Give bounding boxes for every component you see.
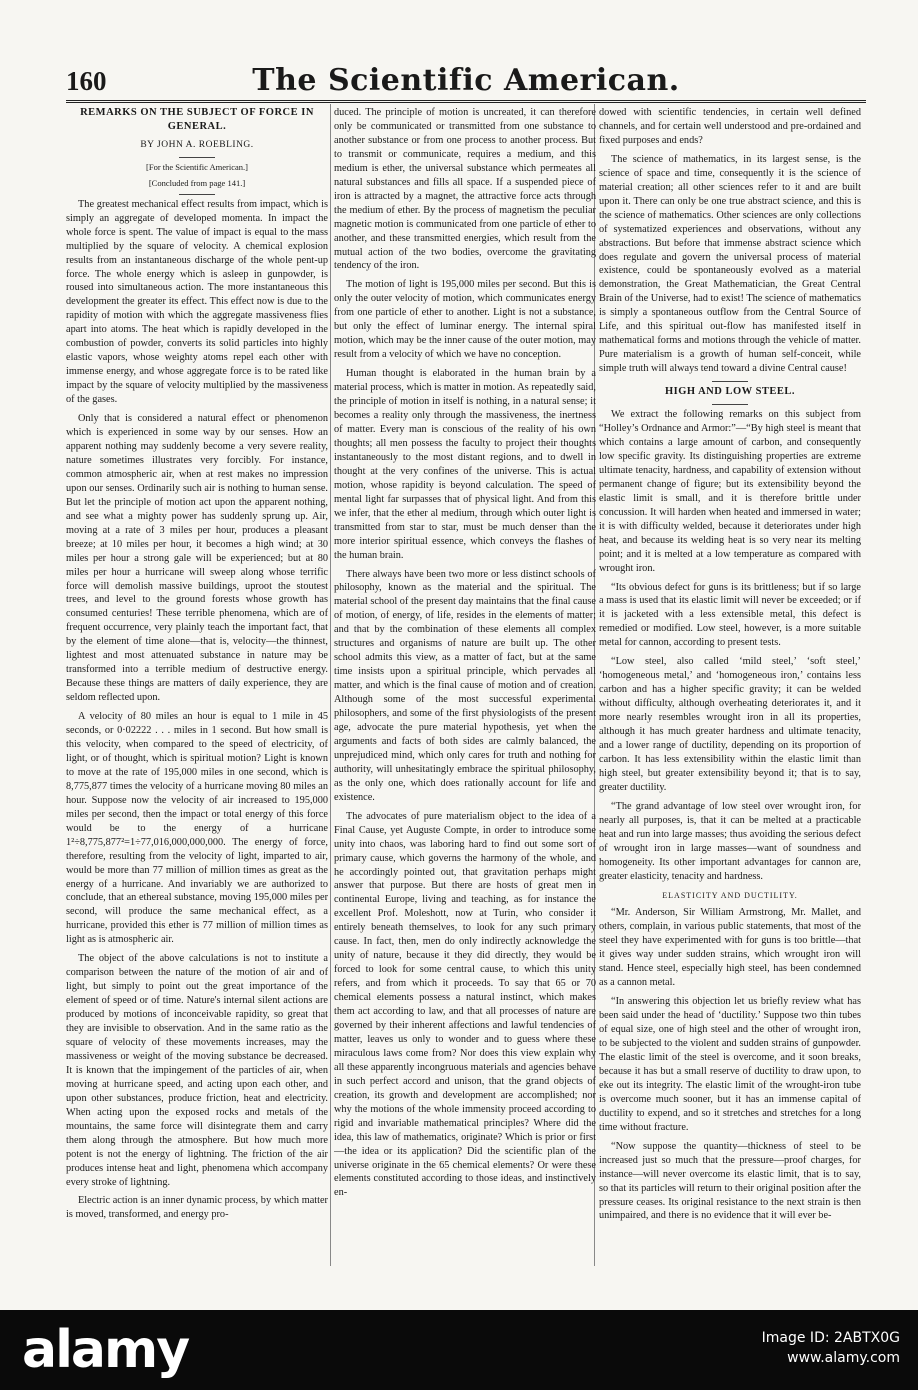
paragraph: Electric action is an inner dynamic process, by which matter is moved, transformed, and energy pro- (66, 1195, 328, 1221)
paragraph: “In answering this objection let us briefly review what has been said under the head of ‘ductility.’ Suppose two thin tubes of equal size, one of high steel and the other of wrought iron, to be subjected to the violent and sudden strains of gunpowder. The elastic limit of the steel is overcome, and it soon breaks, because it has but a small reserve of ductility to draw upon, to eke out its integrity. The elastic limit of the wrought-iron tube is overcome much sooner, but it has an immense capital of ductility to expend, and so it stretches and stretches for a long time without fracture. (599, 996, 861, 1133)
article-note: [Concluded from page 141.] (148, 177, 246, 188)
masthead (66, 64, 866, 98)
paragraph: “Its obvious defect for guns is its brittleness; but if so large a mass is used that its elastic limit will never be exceeded; or if it is jacketed with a less extensible metal, this defect is remedied or modified. Low steel, however, is a more suitable metal for cannon, according to present tests. (599, 581, 861, 649)
column-1 (66, 106, 328, 1266)
paragraph: Human thought is elaborated in the human brain by a material process, which is matter in motion. As repeatedly said, the principle of motion in itself is nothing, in a natural sense; it becomes a reality only through the massiveness, the inertness of matter. Every man is conscious of the reality of his own thoughts; all men possess the faculty to project their thoughts instantaneously to the most distant regions, and to dwell in thought at the very confines of the universe. This is actual motion, whose rapidity is beyond calculation. The speed of mental light far surpasses that of physical light. And from this we infer, that the ether al medium, through which outer light is transmitted from star to star, must be much denser than the more interior spiritual essence, which conveys the flashes of the human brain. (334, 368, 596, 561)
paragraph: A velocity of 80 miles an hour is equal to 1 mile in 45 seconds, or 0·02222 . . . miles in 1 second. But how small is this velocity, when compared to the speed of electricity, of light, or of thought, which is spiritual motion? Light is known to move at the rate of 195,000 miles in one second, which is 8,775,877 times the velocity of a hurricane moving 80 miles an hour. Suppose now the velocity of air increased to 195,000 miles per second, then the impact or total energy of this force would be to the energy of a hurricane 1²÷8,775,877²=1÷77,016,000,000,000. The energy of force, therefore, resulting from the velocity of light, imparted to air, would be more than 77 million of million times as great as the energy of a hurricane. And invariably we are authorized to conclude, that an ethereal substance, moving 195,000 miles per second, will produce the same mechanical effect, as a hurricane, provided this ether is 77 million of million times as light as is atmospheric air. (66, 711, 328, 946)
image-id-text: Image ID: 2ABTX0G (761, 1330, 900, 1346)
paragraph: “Mr. Anderson, Sir William Armstrong, Mr. Mallet, and others, complain, in various public statements, that most of the steel they have experimented with for guns is too brittle—that it gives way under sudden strains, which wrought iron will stand. Hence steel, especially high steel, has been condemned as a cannon metal. (599, 907, 861, 989)
short-rule (712, 404, 748, 405)
column-2 (334, 106, 596, 1266)
short-rule (712, 381, 748, 382)
paragraph: “Now suppose the quantity—thickness of steel to be increased just so much that the pressure—proof charges, for instance—will never overcome its elastic limit, that is to say, so that its particles will return to their original position after the pressure ceases. Its original resistance to the next strain is then unimpaired, and there is no evidence that it will ever be- (599, 1140, 861, 1222)
paragraph: The science of mathematics, in its largest sense, is the science of space and time, consequently it is the science of material creation; all other sciences refer to it and are built upon it. There can only be one true abstract science, and this is the science of mathematics. Other sciences are only collections of systematized experiences and observations, without any abstractions. But before that immense abstract science which does regulate and govern the universal process of material existence, could be spontaneously evolved as a material demonstration, the Great Mathematician, the Great Central Brain of the Universe, had to exist! The science of mathematics is simply a spontaneous outflow from the Central Source of Life, and this spiritual out-flow has manifested itself in mathematical forms and motions through the vehicle of matter. Pure materialism is a growth of human self-conceit, while simple truth will always tend toward a divine Central cause! (599, 153, 861, 375)
paragraph: The advocates of pure materialism object to the idea of a Final Cause, yet Auguste Compte, in order to introduce some unity into chaos, was laboring hard to find out some sort of primary cause, which governs the harmony of the whole, and he accordingly pointed out, that gravitation perhaps might answer that purpose. But there are hosts of great men in continental Europe, living and teaching, as for instance the excellent Prof. Moleshott, now at Turin, who consider it entirely beneath themselves, to look for any such primary cause. In fact, then, men do only indirectly acknowledge the unity of nature, because it they did directly, they would be forced to look for some central cause, to which this unity refers, and from which it proceeds. To say that 65 or 70 chemical elements possess a natural instinct, which makes them act according to law, and that all processes of nature are governed by their inherent affections and lawful tendencies of matter, leaves us only to wonder and to guess where these miraculous laws come from? Nor does this view explain why all these apparently incongruous materials and agencies behave in such perfect accord and unison, that the grand objects of creation, its growth and development are accomplished; nor why the motions of the whole immensity proceed according to rigid and invariable mathematical principles? Where did the idea, this law of mathematics, originate? Which is prior or first—the idea or its application? Did the scientific plan of the universe originate in the 65 chemical elements? Or were these elements constituted according to those ideas, and instinctively en- (334, 810, 596, 1199)
newspaper-title: The Scientific American. (252, 63, 680, 98)
short-rule (179, 194, 215, 195)
paragraph: duced. The principle of motion is uncreated, it can therefore only be communicated or transmitted from one substance to another substance or from one process to another process. But to transmit or communicate, requires a medium, and this medium is ether, the universal substance which permeates all natural substances and fills all space. If a suspended piece of iron is attracted by a magnet, the attractive force acts through the medium of ether. By the process of magnetism the peculiar magnetic motion is communicated from one particle of ether to another, and these transmitted energies, which result from the mutual action of the two bodies, overcome the gravitating tendency of the iron. (334, 107, 596, 272)
paragraph: Only that is considered a natural effect or phenomenon which is experienced in some way by our senses. How an apparent nothing may suddenly become a very severe reality, nature sometimes illustrates very forcibly. For instance, common atmospheric air, when at rest makes no impression upon our senses. Ordinarily such air is nothing to human sense. But let the principle of motion act upon the apparent nothing, and see what a mighty power has suddenly sprung up. Air, moving at a rate of 3 miles per hour, produces a pleasant breeze; at 10 miles per hour, it becomes a high wind; at 30 miles per hour a strong gale will be experienced; but at 80 miles per hour a hurricane will sweep along whose terrific force will demolish massive buildings, uproot the stoutest trees, and level to the ground forests whose growth has consumed centuries! These terrible phenomena, which are of frequent occurrence, very plainly teach the important fact, that by the element of time alone—that is, velocity—the thinnest, lightest and most attenuated substance in nature may be transformed into a terrible medium of destructive energy. Because these things are matters of daily experience, they are seldom reflected upon. (66, 413, 328, 704)
watermark-url: www.alamy.com (787, 1350, 900, 1366)
page-number: 160 (66, 66, 107, 96)
article-heading: HIGH AND LOW STEEL. (664, 386, 796, 398)
section-subhead: ELASTICITY AND DUCTILITY. (662, 890, 798, 900)
article-heading: REMARKS ON THE SUBJECT OF FORCE IN GENERAL. (80, 107, 314, 132)
article-note: [For the Scientific American.] (146, 161, 248, 172)
paragraph: The object of the above calculations is not to institute a comparison between the nature of the motion of air and of light, but simply to point out the great importance of the element of speed or of time. Nature's internal silent actions are produced by motions of inconceivable rapidity, so great that they are invisible to observation. And in the same ratio as the square of velocity of these movements increases, may the massiveness or weight of the moving substance be decreased. It is known that the impingement of the particles of air, when moving at hurricane speed, and acting upon each other, and upon other substances, produce friction, heat and electricity. When acting upon the exposed rocks and metals of the mountains, the same force will disintegrate them and carry them along through the atmosphere. But how much more potent is not the energy of lightning. The friction of the air produces intense heat and light, phenomena which accompany every stroke of lightning. (66, 953, 328, 1188)
watermark-info (762, 1328, 900, 1368)
column-divider (330, 104, 331, 1266)
paragraph: “The grand advantage of low steel over wrought iron, for nearly all purposes, is, that it can be melted at a practicable heat and run into large masses; thus avoiding the serious defect of wrought iron in large masses—want of soundness and homogeneity. Its other important advantages for cannon are, greater elasticity, tenacity and hardness. (599, 800, 861, 882)
paragraph: The motion of light is 195,000 miles per second. But this is only the outer velocity of motion, which communicates energy from one particle of ether to another. Light is not a substance, but only the effect of luminar energy. The internal spiral motion, which may be the inner cause of the outer motion, may result from a velocity of which we have no conception. (334, 279, 596, 361)
paragraph: There always have been two more or less distinct schools of philosophy, known as the material and the spiritual. The material school of the present day maintains that the final cause of motion, of energy, of life, resides in the elements of matter; and that by the combination of these elements all complex structures and organisms of nature are built up. The other school admits this view, as a matter of fact, but at the same time insists upon a spiritual principle, which pervades all matter, and which is the final cause of motion and of creation. Although some of the most successful experimental philosophers, and some of the first physiologists of the present age, advocate the pure material hypothesis, yet when the arguments and facts of both sides are calmly balanced, the unprejudiced mind, which only cares for truth and nothing for authority, will unhesitatingly embrace the spiritual philosophy, as the only one, which does rationally account for life and existence. (334, 568, 596, 803)
paragraph: We extract the following remarks on this subject from “Holley’s Ordnance and Armor:”—“By high steel is meant that which contains a large amount of carbon, and consequently low specific gravity. Its distinguishing properties are extreme ultimate tenacity, hardness, and capability of extension without permanent change of figure; but its extensibility beyond the elastic limit is small, and it is therefore brittle under concussion. It will harden when heated and immersed in water; it is with difficulty welded, because it deteriorates under high heat, and because its welding heat is so very near its melting point; and it is melted at a low temperature as compared with wrought iron. (599, 409, 861, 574)
paragraph: dowed with scientific tendencies, in certain well defined channels, and for certain well understood and pre-ordained and fixed purposes and ends? (599, 107, 861, 146)
column-3 (599, 106, 861, 1266)
masthead-rule (66, 100, 866, 103)
paragraph: The greatest mechanical effect results from impact, which is simply an aggregate of developed momenta. In impact the whole force is spent. The value of impact is equal to the mass multiplied by the square of velocity. A chemical explosion results from an instantaneous discharge of the whole pent-up force. The whole energy which is asleep in gunpowder, is roused into simultaneous action. The more instantaneous this development the greater its effect. This effect now is due to the rapidity of motion with which the aggregate massiveness flies apart into atoms. The heat which is rapidly developed in the combustion of powder, converts its solid particles into highly elastic vapors, whose weighty atoms repel each other with immense energy, and whose aggregate force is to be rated like impact by the square of velocity multiplied by the massiveness of the gases. (66, 198, 328, 406)
short-rule (179, 157, 215, 158)
watermark-logo: alamy (22, 1320, 189, 1380)
paragraph: “Low steel, also called ‘mild steel,’ ‘soft steel,’ ‘homogeneous metal,’ and ‘homogeneous iron,’ contains less carbon and has a higher specific gravity; it can be welded without difficulty, although overheating deteriorates it, and it more nearly resembles wrought iron in all its properties, although it has much greater hardness and ultimate tenacity, and a lower range of ductility, depending on its proportion of carbon. It has less extensibility within the elastic limit than high steel, but greater extensibility beyond it; that is to say, greater ductility. (599, 656, 861, 793)
article-byline: BY JOHN A. ROEBLING. (140, 139, 254, 150)
watermark-band (0, 1310, 918, 1390)
